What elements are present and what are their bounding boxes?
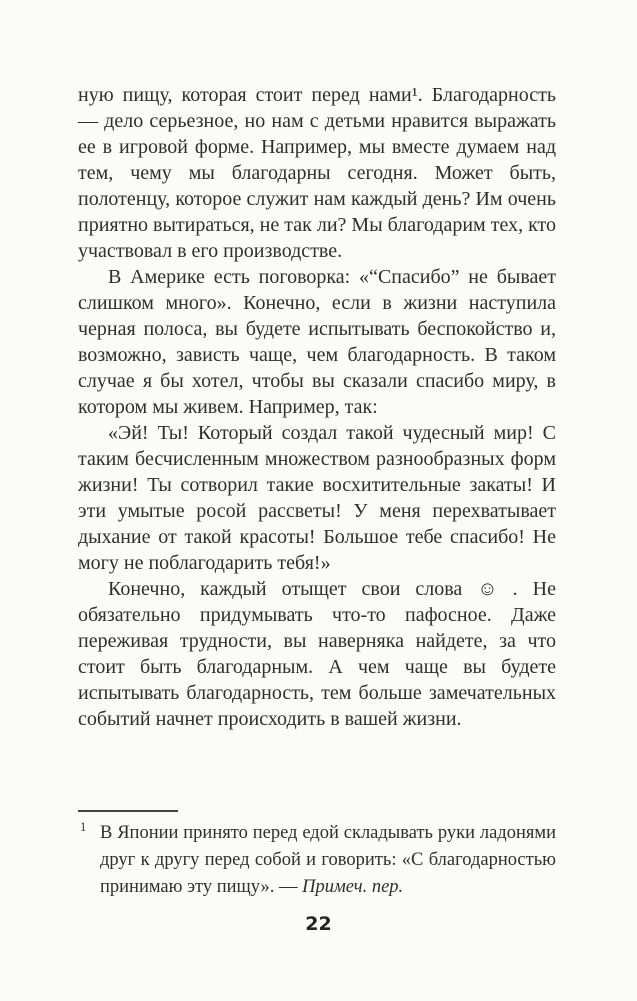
footnote-area: [78, 810, 556, 901]
footnote-marker: 1: [80, 820, 87, 834]
page-body-text: [78, 82, 556, 732]
page-number: 22: [305, 913, 332, 935]
footnote-text: В Японии принято перед едой складывать руки ладонями друг к другу перед собой и говорить: «С благодарностью принимаю эту пищу». —: [100, 823, 556, 897]
footnote-divider: [78, 810, 178, 812]
paragraph-2: В Америке есть поговорка: «“Спасибо” не бывает слишком много». Конечно, если в жизни наступила черная полоса, вы будете испытывать беспокойство и, возможно, зависть чаще, чем благодарность. В таком случае я бы хотел, чтобы вы сказали спасибо миру, в котором мы живем. Например, так:: [78, 266, 556, 418]
paragraph-4: Конечно, каждый отыщет свои слова ☺ . Не обязательно придумывать что-то пафосное. Даже переживая трудности, вы наверняка найдете, за что стоит быть благодарным. А чем чаще вы будете испытывать благодарность, тем больше замечательных событий начнет происходить в вашей жизни.: [78, 578, 556, 730]
paragraph-1: ную пищу, которая стоит перед нами¹. Благодарность — дело серьезное, но нам с детьми нравится выражать ее в игровой форме. Например, мы вместе думаем над тем, чему мы благодарны сегодня. Может быть, полотенцу, которое служит нам каждый день? Им очень приятно вытираться, не так ли? Мы благодарим тех, кто участвовал в его производстве.: [78, 84, 556, 262]
footnote-attribution: Примеч. пер.: [302, 877, 404, 897]
paragraph-3: «Эй! Ты! Который создал такой чудесный мир! С таким бесчисленным множеством разнообразных форм жизни! Ты сотворил такие восхитительные закаты! И эти умытые росой рассветы! У меня перехватывает дыхание от такой красоты! Большое тебе спасибо! Не могу не поблагодарить тебя!»: [78, 422, 556, 574]
footnote: [78, 820, 556, 901]
